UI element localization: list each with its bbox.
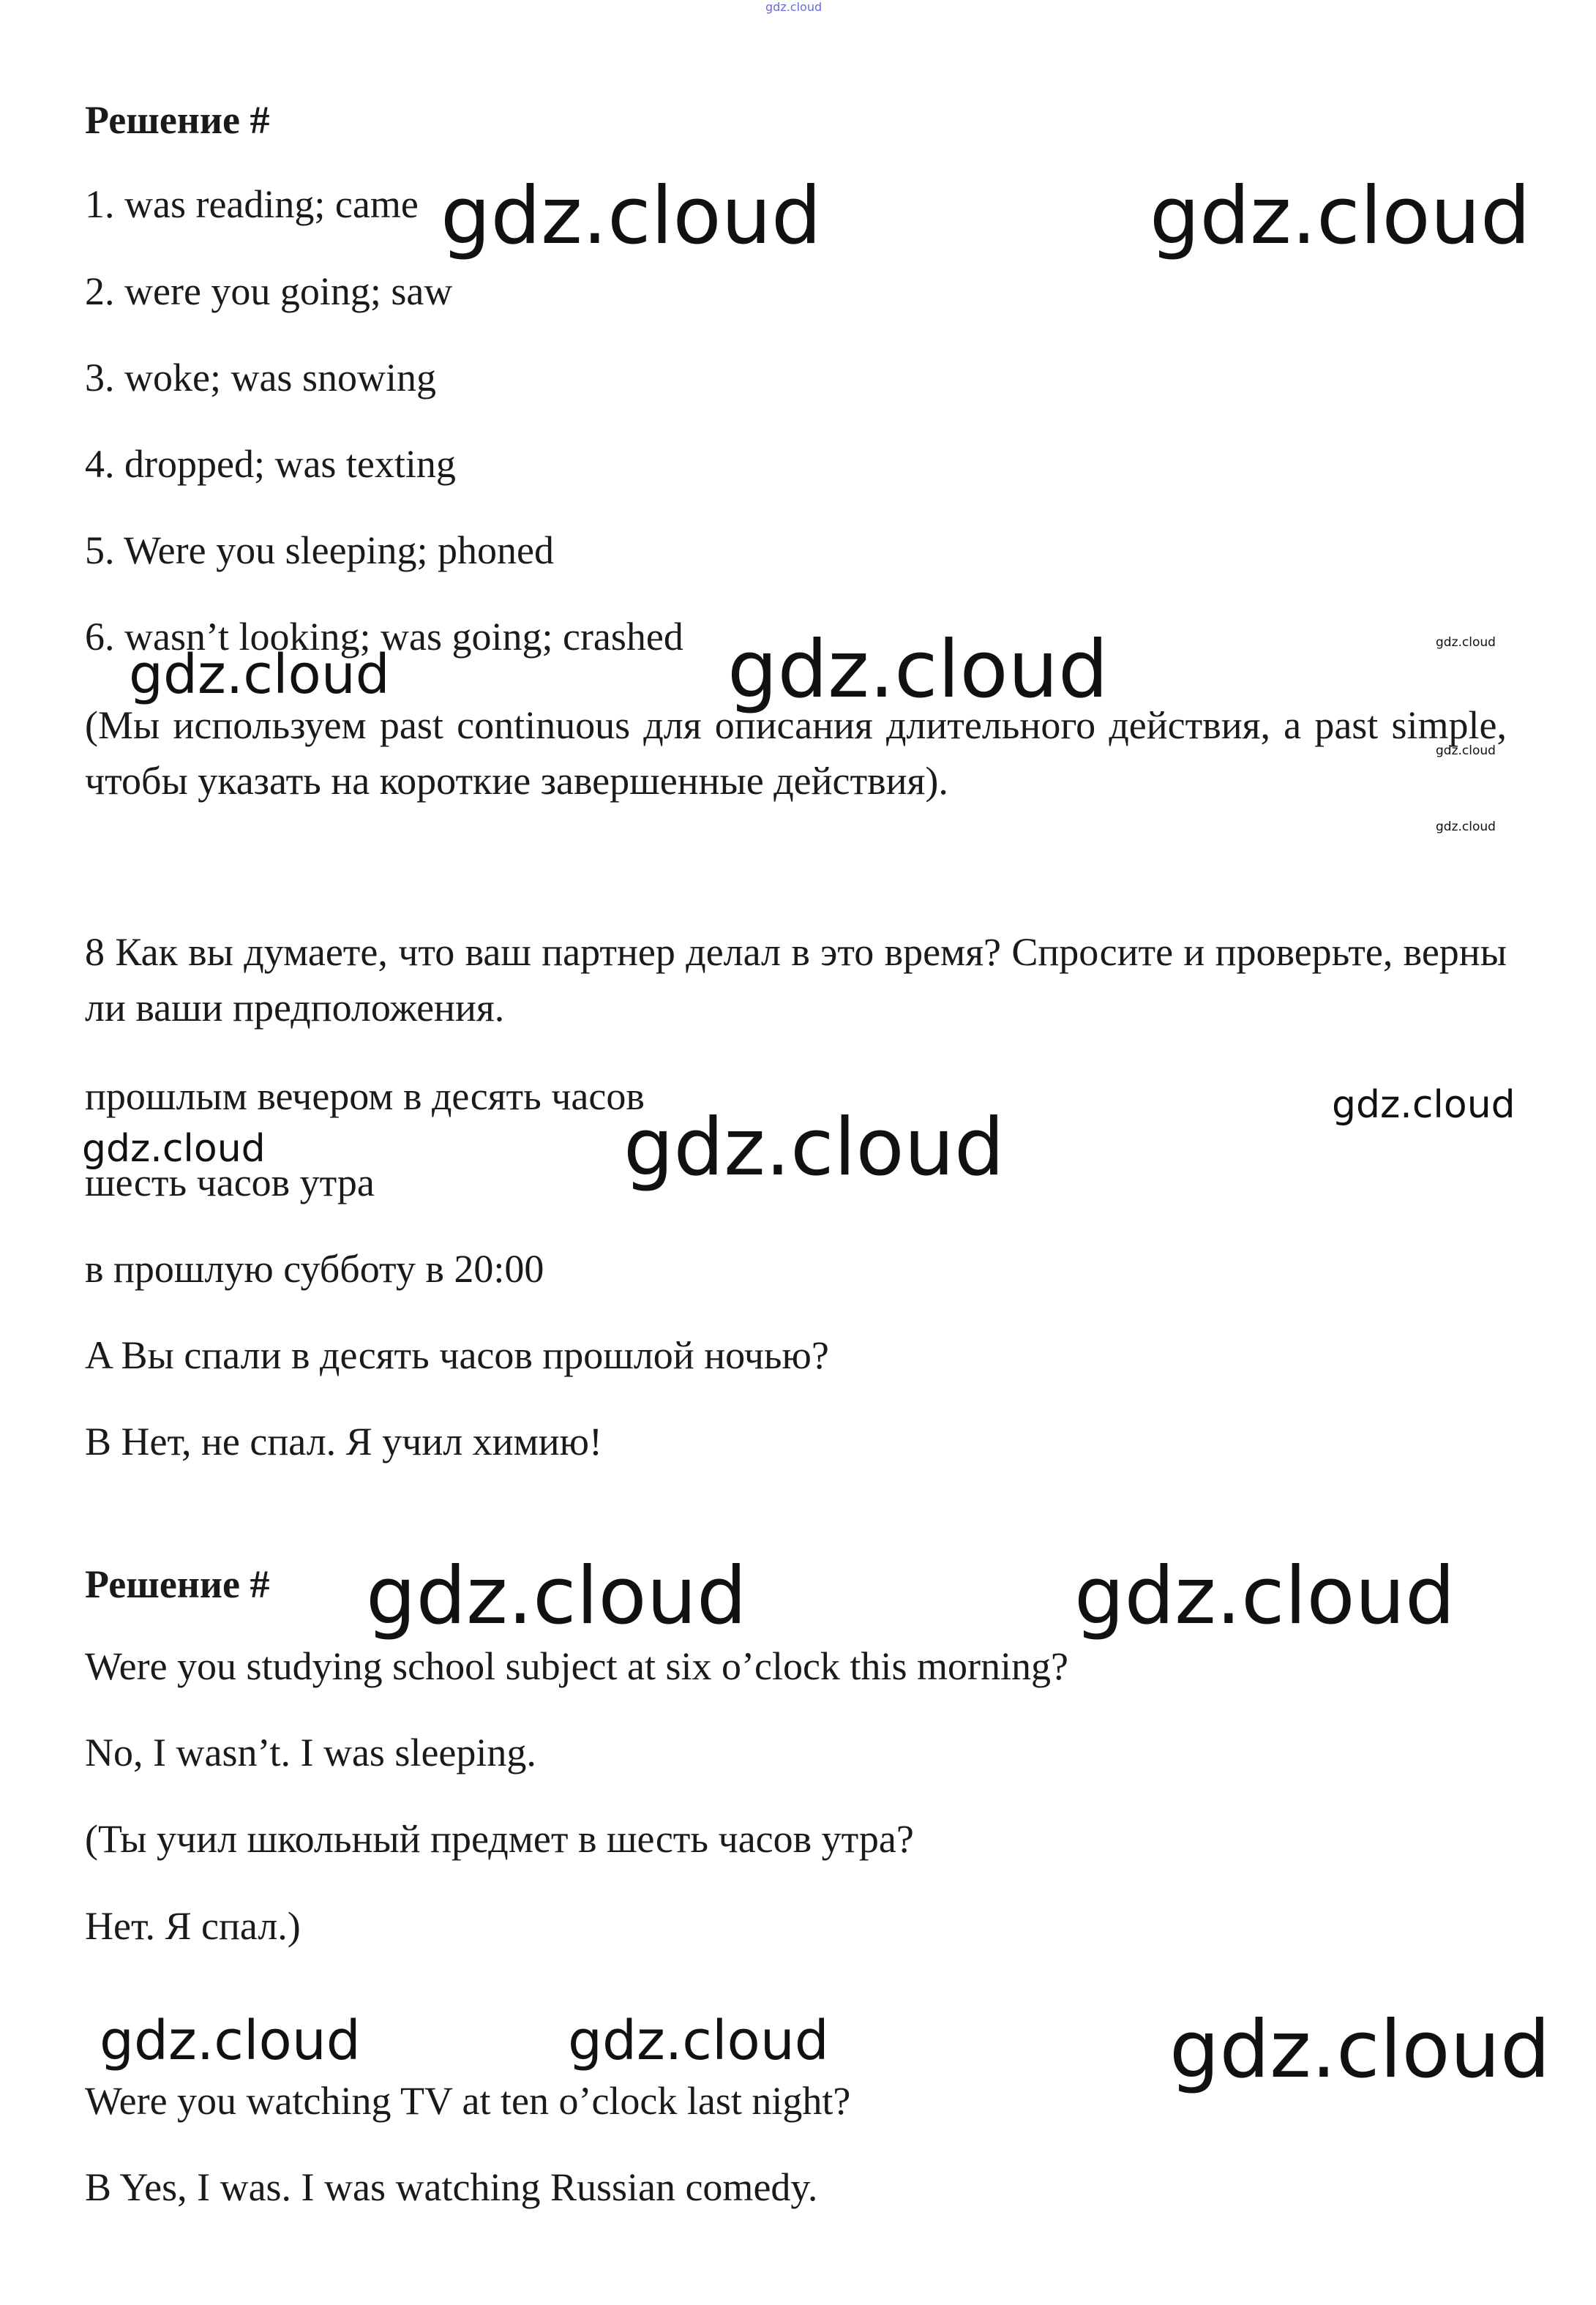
answer-line-6: 6. wasn’t looking; was going; crashed [85, 615, 683, 659]
explanation-note: (Мы используем past continuous для описания длительного действия, а past simple, чтобы указать на короткие завершенные действия). [85, 703, 1507, 803]
watermark: gdz.cloud [441, 170, 822, 262]
solution-2-line-1: Were you studying school subject at six o’clock this morning? [85, 1644, 1068, 1688]
watermark: gdz.cloud [129, 643, 390, 706]
task-8-prompt: 8 Как вы думаете, что ваш партнер делал в это время? Спросите и проверьте, верны ли ваши предположения. [85, 930, 1507, 1030]
watermark: gdz.cloud [100, 2009, 361, 2072]
solution-2-line-2: No, I wasn’t. I was sleeping. [85, 1731, 536, 1774]
watermark: gdz.cloud [1074, 1551, 1455, 1642]
time-option-2: шесть часов утра [85, 1161, 375, 1204]
solution-2-line-5: Were you watching TV at ten o’clock last night? [85, 2079, 851, 2123]
watermark: gdz.cloud [1150, 170, 1531, 262]
answer-line-5: 5. Were you sleeping; phoned [85, 528, 555, 572]
solution-2-line-3: (Ты учил школьный предмет в шесть часов утра? [85, 1817, 914, 1861]
solution-2-line-6: B Yes, I was. I was watching Russian comedy. [85, 2165, 818, 2209]
example-answer: B Нет, не спал. Я учил химию! [85, 1420, 602, 1463]
watermark: gdz.cloud [1436, 635, 1496, 650]
solution-heading-1: Решение # [85, 98, 270, 142]
watermark: gdz.cloud [727, 624, 1109, 716]
watermark: gdz.cloud [1436, 743, 1496, 758]
answer-line-3: 3. woke; was snowing [85, 356, 436, 400]
time-option-1: прошлым вечером в десять часов [85, 1074, 645, 1118]
watermark: gdz.cloud [623, 1102, 1005, 1193]
answer-line-4: 4. dropped; was texting [85, 442, 456, 486]
watermark: gdz.cloud [82, 1127, 266, 1171]
watermark: gdz.cloud [1332, 1083, 1516, 1127]
watermark: gdz.cloud [366, 1551, 747, 1642]
answer-line-2: 2. were you going; saw [85, 269, 453, 313]
watermark: gdz.cloud [1169, 2004, 1551, 2096]
time-option-3: в прошлую субботу в 20:00 [85, 1247, 544, 1291]
solution-heading-2: Решение # [85, 1562, 270, 1606]
watermark: gdz.cloud [568, 2009, 829, 2072]
example-question: A Вы спали в десять часов прошлой ночью? [85, 1333, 829, 1377]
answer-line-1: 1. was reading; came [85, 182, 419, 226]
solution-2-line-4: Нет. Я спал.) [85, 1904, 301, 1948]
header-watermark: gdz.cloud [765, 0, 823, 14]
watermark: gdz.cloud [1436, 820, 1496, 834]
